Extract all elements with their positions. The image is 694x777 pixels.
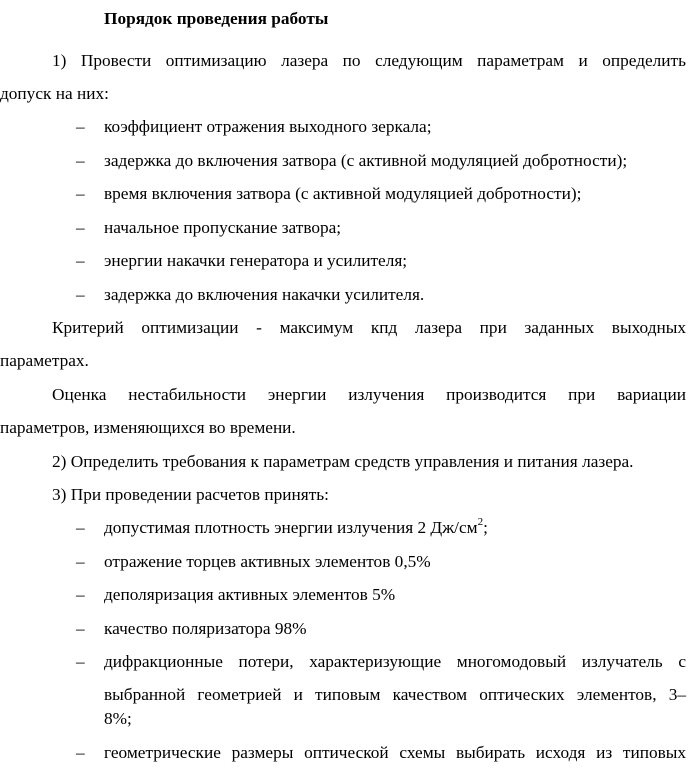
paragraph-5: 3) При проведении расчетов принять: bbox=[52, 485, 329, 504]
paragraph-2-line-1: Критерий оптимизации - максимум кпд лазера при заданных выходных bbox=[52, 318, 686, 337]
list-bullet: – bbox=[76, 218, 85, 237]
energy-density-superscript: 2 bbox=[477, 516, 484, 529]
list-item-diffraction-line-1: дифракционные потери, характеризующие многомодовый излучатель с bbox=[104, 652, 686, 671]
list-bullet: – bbox=[76, 518, 85, 537]
list-item-geometry-line-1: геометрические размеры оптической схемы выбирать исходя из типовых bbox=[104, 743, 686, 762]
list-item-mirror-reflectance: коэффициент отражения выходного зеркала; bbox=[104, 117, 432, 136]
list-bullet: – bbox=[76, 552, 85, 571]
energy-density-text: допустимая плотность энергии излучения 2 Дж/см bbox=[104, 518, 478, 537]
paragraph-4: 2) Определить требования к параметрам средств управления и питания лазера. bbox=[52, 452, 634, 471]
paragraph-3-line-2: параметров, изменяющихся во времени. bbox=[0, 418, 296, 437]
list-item-diffraction-line-2: выбранной геометрией и типовым качеством оптических элементов, 3– bbox=[104, 685, 686, 704]
list-bullet: – bbox=[76, 117, 85, 136]
section-heading: Порядок проведения работы bbox=[104, 9, 329, 28]
paragraph-1-line-2: допуск на них: bbox=[0, 84, 109, 103]
list-item-diffraction-line-3: 8%; bbox=[104, 709, 132, 728]
list-bullet: – bbox=[76, 184, 85, 203]
list-bullet: – bbox=[76, 151, 85, 170]
list-item-face-reflection: отражение торцев активных элементов 0,5% bbox=[104, 552, 431, 571]
list-bullet: – bbox=[76, 585, 85, 604]
list-item-shutter-delay: задержка до включения затвора (с активной модуляцией добротности); bbox=[104, 151, 628, 170]
list-item-pump-delay: задержка до включения накачки усилителя. bbox=[104, 285, 425, 304]
list-bullet: – bbox=[76, 251, 85, 270]
energy-density-end: ; bbox=[483, 518, 488, 537]
list-bullet: – bbox=[76, 285, 85, 304]
list-item-polarizer-quality: качество поляризатора 98% bbox=[104, 619, 307, 638]
list-item-energy-density bbox=[104, 518, 488, 538]
paragraph-2-line-2: параметрах. bbox=[0, 351, 89, 370]
list-bullet: – bbox=[76, 619, 85, 638]
paragraph-1-line-1: 1) Провести оптимизацию лазера по следующим параметрам и определить bbox=[52, 51, 686, 70]
list-item-shutter-transmission: начальное пропускание затвора; bbox=[104, 218, 342, 237]
list-bullet: – bbox=[76, 652, 85, 671]
list-item-pump-energy: энергии накачки генератора и усилителя; bbox=[104, 251, 408, 270]
paragraph-3-line-1: Оценка нестабильности энергии излучения производится при вариации bbox=[52, 385, 686, 404]
list-item-depolarization: деполяризация активных элементов 5% bbox=[104, 585, 396, 604]
list-bullet: – bbox=[76, 743, 85, 762]
list-item-shutter-time: время включения затвора (с активной модуляцией добротности); bbox=[104, 184, 582, 203]
